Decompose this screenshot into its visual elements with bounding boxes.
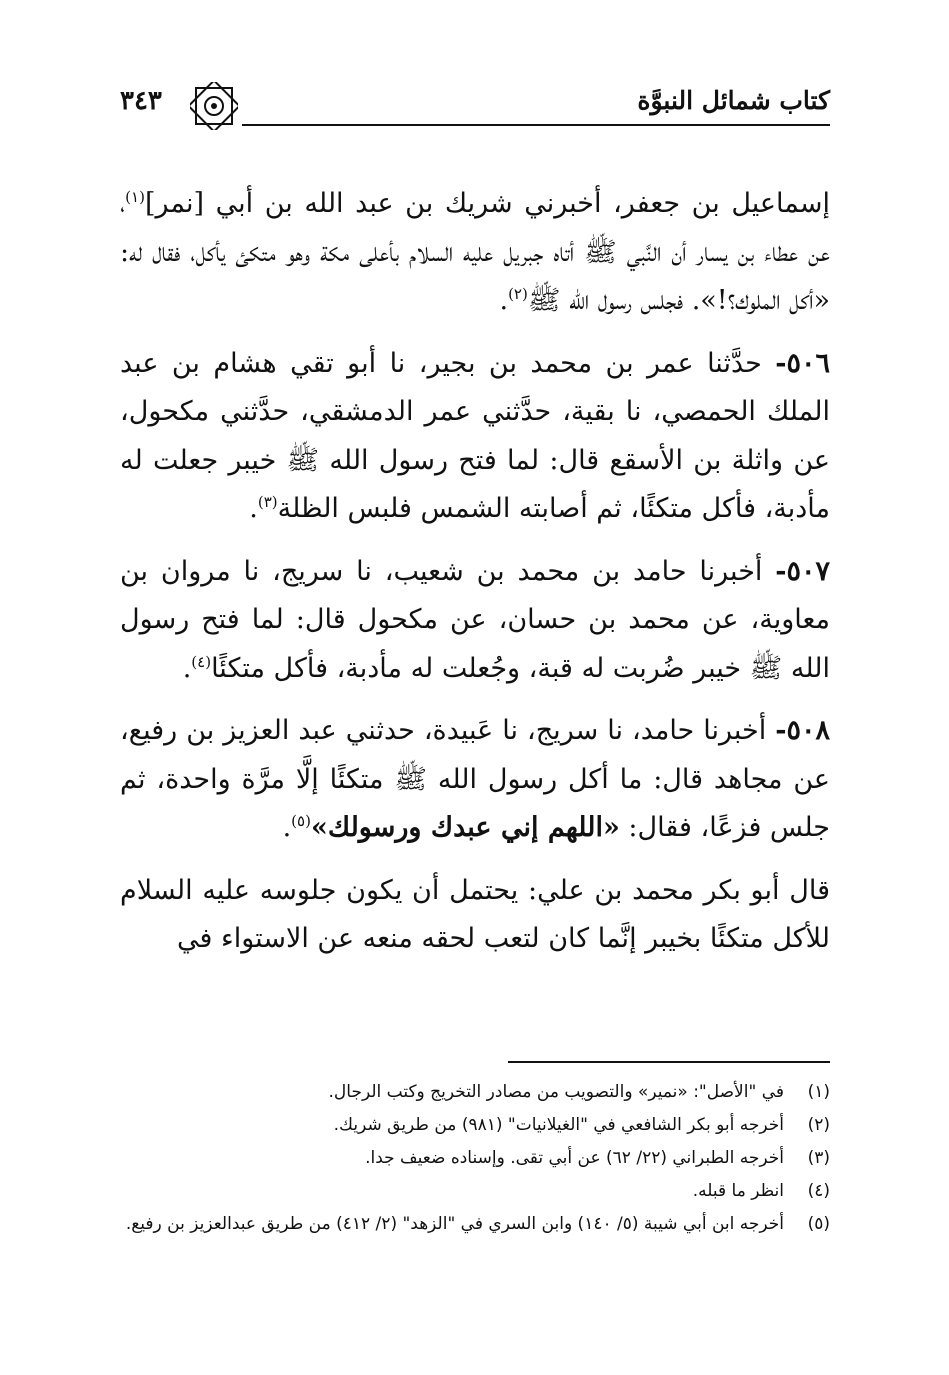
- bold-quote: «اللهم إني عبدك ورسولك»: [310, 812, 620, 843]
- hadith-507: ٥٠٧- أخبرنا حامد بن محمد بن شعيب، نا سريج، نا مروان بن معاوية، عن محمد بن حسان، عن مكحول قال: لما فتح رسول الله ﷺ خيبر ضُربت له قبة، وجُعلت له مأدبة، فأكل متكئًا$^{(٤)}$.: [120, 555, 830, 684]
- footnote-item: [120, 1109, 830, 1142]
- footnote-ref: (٢): [508, 285, 528, 303]
- paragraph-continuation: إسماعيل بن جعفر، أخبرني شريك بن عبد الله بن أبي [نمر]$^{(١)}$، عن عطاء بن يسار أن النَّبي ﷺ أتاه جبريل عليه السلام بأعلى مكة وهو متكئ يأكل، فقال له: «أكل الملوك؟!». فجلس رسول الله ﷺ$^{(٢)}$.: [120, 188, 830, 316]
- hadith-508: ٥٠٨- أخبرنا حامد، نا سريج، نا عَبيدة، حدثني عبد العزيز بن رفيع، عن مجاهد قال: ما أكل رسول الله ﷺ متكئًا إلَّا مرَّة واحدة، ثم جلس فزعًا، فقال: «اللهم إني عبدك ورسولك»$^{(٥)}$.: [120, 715, 830, 843]
- footnote-item: [120, 1175, 830, 1208]
- footnote-ref: (٤): [191, 652, 212, 671]
- footnote-ref: (٥): [291, 812, 311, 830]
- footnote-separator: [508, 1061, 830, 1063]
- footnote-text: أخرجه الطبراني (٢٢/ ٦٢) عن أبي تقى. وإسناده ضعيف جدا.: [365, 1148, 784, 1168]
- footnote-item: [120, 1208, 830, 1241]
- footnote-item: [120, 1142, 830, 1175]
- footnote-ref: (١): [125, 188, 145, 206]
- author-comment: قال أبو بكر محمد بن علي: يحتمل أن يكون جلوسه عليه السلام للأكل متكئًا بخيبر إنَّما كان لتعب لحقه منعه عن الاستواء في: [120, 874, 830, 954]
- hadith-number: ٥٠٧-: [775, 555, 830, 587]
- footnote-ref: (٣): [257, 493, 278, 511]
- footnote-text: أخرجه أبو بكر الشافعي في "الغيلانيات" (٩٨١) من طريق شريك.: [333, 1115, 784, 1135]
- footnote-number: (٥): [807, 1214, 830, 1234]
- hadith-number: ٥٠٦-: [775, 347, 830, 379]
- footnotes: [120, 1076, 830, 1241]
- hadith-number: ٥٠٨-: [775, 715, 830, 746]
- page-header: [120, 86, 830, 130]
- footnote-text: انظر ما قبله.: [692, 1181, 784, 1201]
- footnote-item: [120, 1076, 830, 1109]
- footnote-number: (٢): [807, 1115, 830, 1135]
- main-text: [120, 180, 830, 978]
- footnote-text: أخرجه ابن أبي شيبة (٥/ ١٤٠) وابن السري في "الزهد" (٢/ ٤١٢) من طريق عبدالعزيز بن رفيع.: [125, 1214, 784, 1234]
- ornament-icon: [190, 82, 238, 130]
- page-number: ٣٤٣: [120, 86, 162, 116]
- book-title: كتاب شمائل النبوَّة: [637, 86, 830, 115]
- header-rule: [242, 124, 830, 126]
- footnote-number: (٤): [807, 1181, 830, 1201]
- footnote-number: (٣): [807, 1148, 830, 1168]
- footnote-text: في "الأصل": «نمير» والتصويب من مصادر التخريج وكتب الرجال.: [328, 1082, 784, 1102]
- footnote-number: (١): [807, 1082, 830, 1102]
- hadith-506: ٥٠٦- حدَّثنا عمر بن محمد بن بجير، نا أبو تقي هشام بن عبد الملك الحمصي، نا بقية، حدَّثني عمر الدمشقي، حدَّثني مكحول، عن واثلة بن الأسقع قال: لما فتح رسول الله ﷺ خيبر جعلت له مأدبة، فأكل متكئًا، ثم أصابته الشمس فلبس الظلة$^{(٣)}$.: [120, 347, 830, 524]
